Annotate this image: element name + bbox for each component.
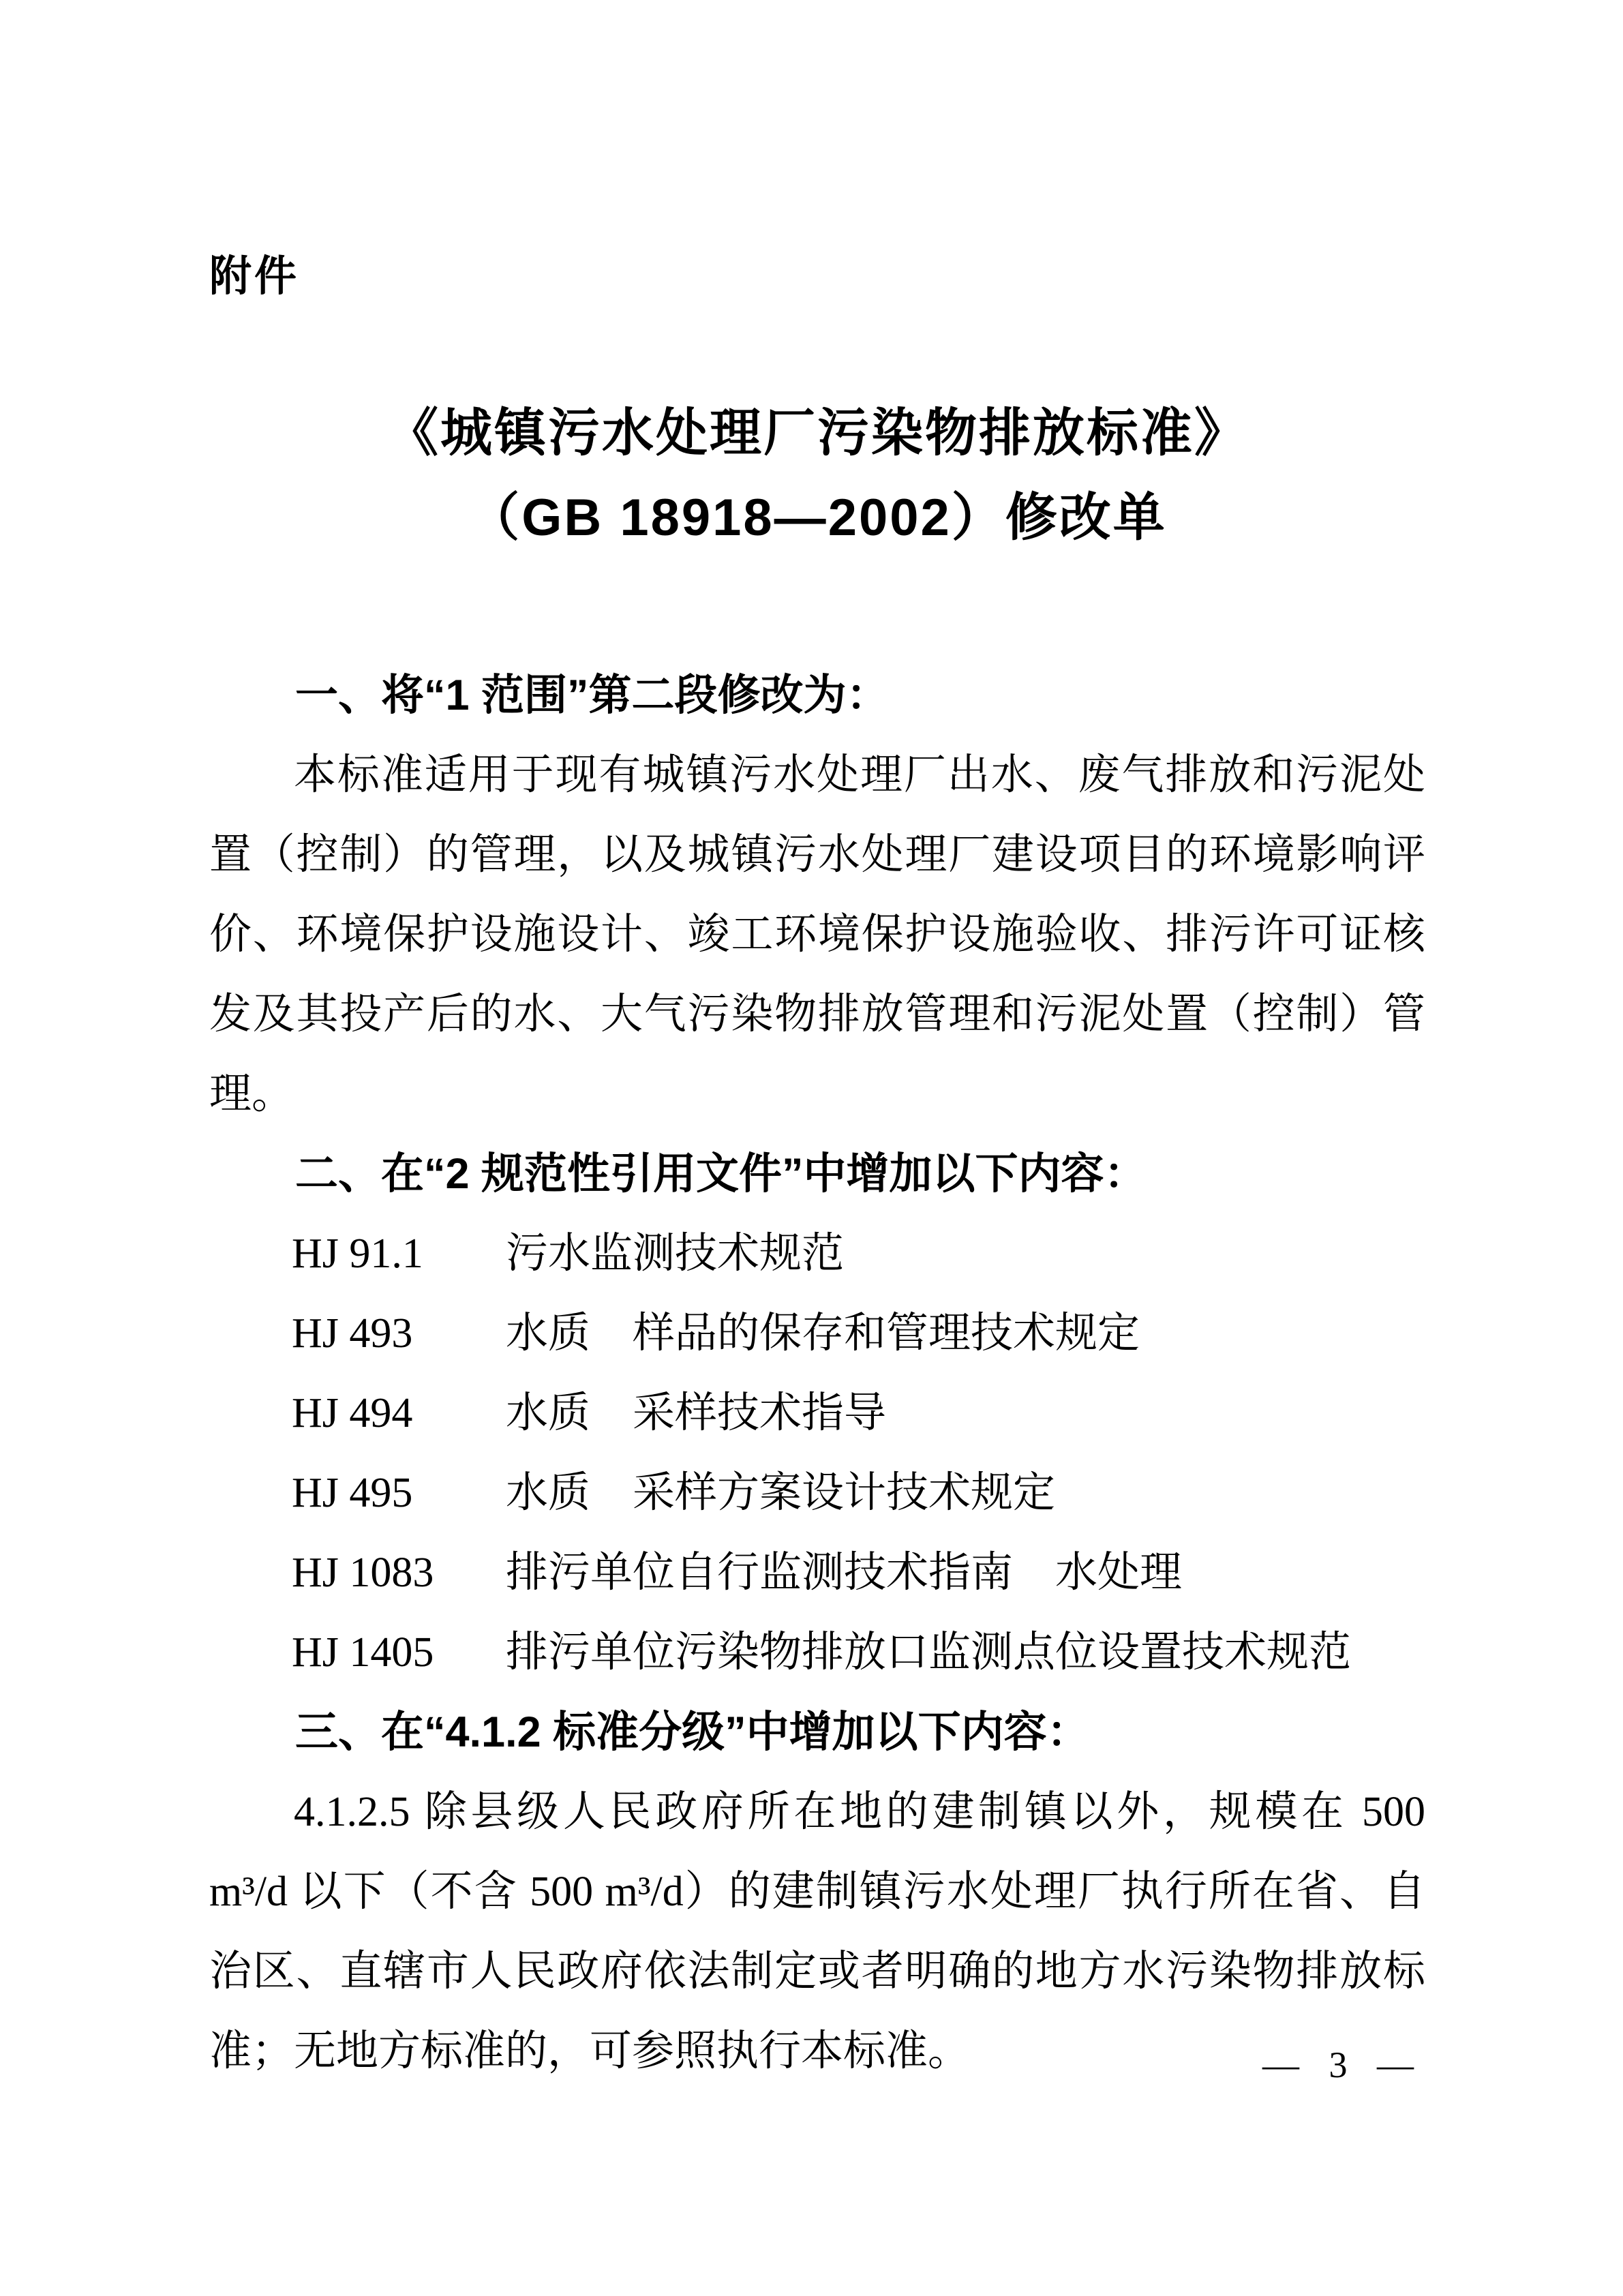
- hj-reference-row: [209, 1374, 1425, 1453]
- hj-reference-code: HJ 494: [292, 1390, 413, 1436]
- hj-reference-title: 排污单位自行监测技术指南 水处理: [506, 1550, 1183, 1596]
- section-1-heading: 一、将“1 范围”第二段修改为：: [295, 671, 890, 719]
- hj-reference-title: 排污单位污染物排放口监测点位设置技术规范: [506, 1629, 1352, 1676]
- title-line-1: 《城镇污水处理厂污染物排放标准》: [386, 404, 1248, 462]
- hj-reference-row: [209, 1533, 1425, 1613]
- page-number-footer: — 3 —: [1262, 2044, 1415, 2085]
- section-1-paragraph: 本标准适用于现有城镇污水处理厂出水、废气排放和污泥处置（控制）的管理，以及城镇污水处理厂建设项目的环境影响评价、环境保护设施设计、竣工环境保护设施验收、排污许可证核发及其投产后的水、大气污染物排放管理和污泥处置（控制）管理。: [209, 752, 1425, 1117]
- section-2-heading: 二、在“2 规范性引用文件”中增加以下内容：: [295, 1150, 1147, 1198]
- hj-reference-row: [209, 1613, 1425, 1693]
- section-3-paragraph: 4.1.2.5 除县级人民政府所在地的建制镇以外，规模在 500 m³/d 以下（不含 500 m³/d）的建制镇污水处理厂执行所在省、自治区、直辖市人民政府依法制定或者明确的地方水污染物排放标准；无地方标准的，可参照执行本标准。: [209, 1789, 1425, 2074]
- hj-reference-title: 水质 采样技术指导: [506, 1390, 887, 1436]
- hj-reference-row: [209, 1294, 1425, 1374]
- hj-reference-row: [209, 1453, 1425, 1533]
- hj-reference-title: 水质 采样方案设计技术规定: [506, 1470, 1056, 1516]
- hj-reference-code: HJ 493: [292, 1310, 413, 1357]
- hj-reference-title: 水质 样品的保存和管理技术规定: [506, 1310, 1140, 1357]
- title-line-2: （GB 18918—2002）修改单: [468, 489, 1167, 547]
- hj-reference-row: [209, 1214, 1425, 1294]
- hj-reference-code: HJ 91.1: [292, 1230, 423, 1277]
- hj-reference-code: HJ 1405: [292, 1629, 434, 1676]
- hj-reference-title: 污水监测技术规范: [506, 1230, 845, 1277]
- hj-reference-code: HJ 1083: [292, 1550, 434, 1596]
- attachment-label: 附件: [209, 253, 300, 300]
- document-title: [209, 391, 1425, 560]
- hj-reference-code: HJ 495: [292, 1470, 413, 1516]
- section-3-heading: 三、在“4.1.2 标准分级”中增加以下内容：: [295, 1708, 1090, 1756]
- document-body: [209, 656, 1425, 2091]
